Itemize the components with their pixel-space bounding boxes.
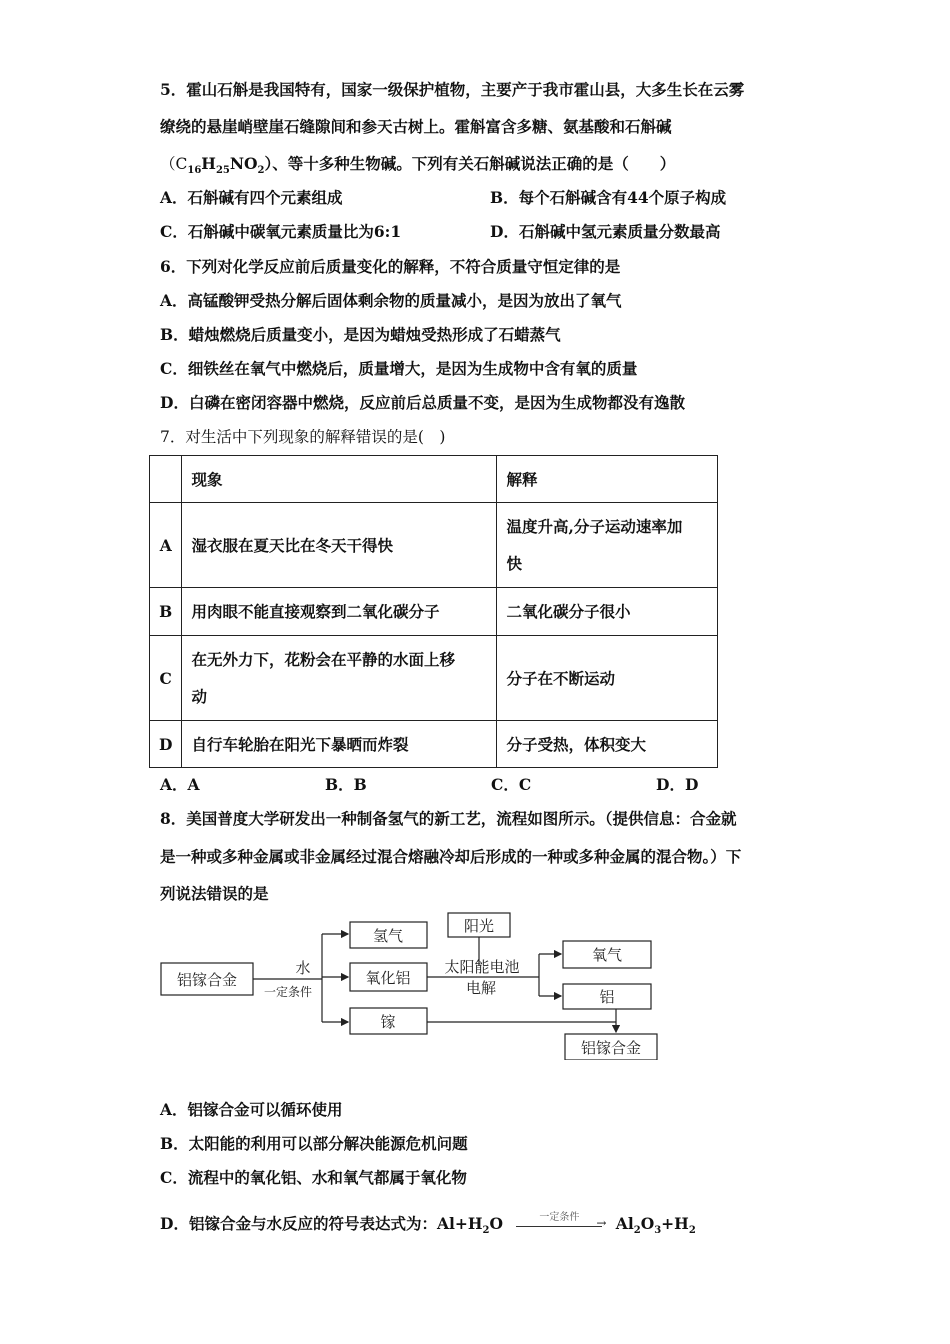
q5-formula-sub-h: 25 xyxy=(215,165,230,177)
flow-label-water: 水 xyxy=(295,959,311,977)
row-phenomenon: 用肉眼不能直接观察到二氧化碳分子 xyxy=(182,588,497,636)
q7-answer-b[interactable]: B．B xyxy=(325,775,367,794)
row-explanation: 二氧化碳分子很小 xyxy=(497,588,718,636)
q8-option-d[interactable] xyxy=(160,1212,696,1236)
q8-d-prefix: D．铝镓合金与水反应的符号表达式为：Al+H xyxy=(160,1214,483,1233)
flow-label-aluminum: 铝 xyxy=(599,988,615,1006)
arrow-head-icon: → xyxy=(596,1215,607,1230)
q5-option-d[interactable]: D．石斛碱中氢元素质量分数最高 xyxy=(490,222,721,241)
table-row xyxy=(150,588,718,636)
q6-stem: 6．下列对化学反应前后质量变化的解释，不符合质量守恒定律的是 xyxy=(160,257,621,276)
q5-option-c[interactable]: C．石斛碱中碳氧元素质量比为6:1 xyxy=(160,222,402,241)
q5-stem-line3-rest: ）、等十多种生物碱。下列有关石斛碱说法正确的是（ ） xyxy=(264,154,676,173)
q5-formula-sub-c: 16 xyxy=(187,165,202,177)
q5-option-a[interactable]: A．石斛碱有四个元素组成 xyxy=(160,188,343,207)
q8-option-a[interactable]: A．铝镓合金可以循环使用 xyxy=(160,1100,343,1119)
q6-option-b[interactable]: B．蜡烛燃烧后质量变小，是因为蜡烛受热形成了石蜡蒸气 xyxy=(160,325,561,344)
flow-label-sunlight: 阳光 xyxy=(463,917,495,935)
table-row xyxy=(150,721,718,768)
reaction-arrow-condition: 一定条件 xyxy=(539,1211,580,1223)
q8-d-sub-h2: 2 xyxy=(482,1225,490,1237)
flow-label-oxygen: 氧气 xyxy=(591,946,623,964)
row-label: C xyxy=(150,636,182,721)
table-header-row xyxy=(150,456,718,503)
row-explanation xyxy=(497,503,718,588)
table-header-empty xyxy=(150,456,182,503)
q5-stem-line1: 5．霍山石斛是我国特有，国家一级保护植物，主要产于我市霍山县，大多生长在云雾 xyxy=(160,80,745,99)
flow-label-alumina: 氧化铝 xyxy=(365,969,411,987)
flow-label-electrolysis: 电解 xyxy=(465,979,497,997)
row-label: B xyxy=(150,588,182,636)
row-phenomenon: 湿衣服在夏天比在冬天干得快 xyxy=(182,503,497,588)
q5-option-b[interactable]: B．每个石斛碱含有44个原子构成 xyxy=(490,188,727,207)
q6-option-d[interactable]: D．白磷在密闭容器中燃烧，反应前后总质量不变，是因为生成物都没有逸散 xyxy=(160,393,685,412)
q8-d-h: +H xyxy=(661,1214,689,1233)
q8-d-sub-o3: 3 xyxy=(654,1225,662,1237)
table-header-explanation: 解释 xyxy=(497,456,718,503)
row-phenomenon xyxy=(182,636,497,721)
row-explanation-line2: 快 xyxy=(506,554,522,573)
flow-label-alloy-start: 铝镓合金 xyxy=(176,971,238,989)
q7-answer-c[interactable]: C．C xyxy=(491,775,532,794)
q8-d-sub-al2: 2 xyxy=(633,1225,641,1237)
q8-d-al: Al xyxy=(615,1214,634,1233)
row-explanation: 分子受热，体积变大 xyxy=(497,721,718,768)
flow-label-alloy-end: 铝镓合金 xyxy=(580,1039,642,1057)
q8-d-o2: O xyxy=(640,1214,655,1233)
q8-d-o: O xyxy=(489,1214,503,1233)
q7-stem: 7．对生活中下列现象的解释错误的是( ) xyxy=(160,428,446,446)
row-explanation: 分子在不断运动 xyxy=(497,636,718,721)
q8-d-sub-h2b: 2 xyxy=(688,1225,696,1237)
q5-stem-line2: 缭绕的悬崖峭壁崖石缝隙间和参天古树上。霍斛富含多糖、氨基酸和石斛碱 xyxy=(160,117,672,136)
row-explanation-line1: 温度升高,分子运动速率加 xyxy=(506,517,683,536)
table-header-phenomenon: 现象 xyxy=(182,456,497,503)
table-row xyxy=(150,503,718,588)
q7-answer-d[interactable]: D．D xyxy=(656,775,699,794)
q6-option-c[interactable]: C．细铁丝在氧气中燃烧后，质量增大，是因为生成物中含有氧的质量 xyxy=(160,359,638,378)
q8-option-c[interactable]: C．流程中的氧化铝、水和氧气都属于氧化物 xyxy=(160,1168,467,1187)
row-phenomenon-line2: 动 xyxy=(191,687,207,706)
flow-label-gallium: 镓 xyxy=(380,1013,396,1031)
flow-label-hydrogen: 氢气 xyxy=(372,927,404,945)
q6-option-a[interactable]: A．高锰酸钾受热分解后固体剩余物的质量减小，是因为放出了氧气 xyxy=(160,291,622,310)
q8-option-b[interactable]: B．太阳能的利用可以部分解决能源危机问题 xyxy=(160,1134,468,1153)
q8-stem-line3: 列说法错误的是 xyxy=(160,884,269,903)
flow-label-solar-cell: 太阳能电池 xyxy=(444,958,520,976)
q8-stem-line1: 8．美国普度大学研发出一种制备氢气的新工艺，流程如图所示。（提供信息：合金就 xyxy=(160,809,737,828)
table-row xyxy=(150,636,718,721)
process-flow-diagram xyxy=(156,910,666,1060)
q7-answer-a[interactable]: A．A xyxy=(160,775,200,794)
q5-stem-line3 xyxy=(160,152,675,176)
row-phenomenon: 自行车轮胎在阳光下暴晒而炸裂 xyxy=(182,721,497,768)
q8-stem-line2: 是一种或多种金属或非金属经过混合熔融冷却后形成的一种或多种金属的混合物。）下 xyxy=(160,847,742,866)
row-phenomenon-line1: 在无外力下，花粉会在平静的水面上移 xyxy=(191,650,455,669)
row-label: A xyxy=(150,503,182,588)
q5-formula-no: NO xyxy=(229,154,258,173)
row-label: D xyxy=(150,721,182,768)
q7-table xyxy=(149,455,718,768)
q5-formula-h: H xyxy=(201,154,216,173)
reaction-arrow xyxy=(516,1211,607,1230)
arrow-line-icon xyxy=(516,1226,602,1227)
q5-formula-open: （C xyxy=(160,155,188,173)
q5-formula-sub-o: 2 xyxy=(257,165,265,177)
flow-label-condition: 一定条件 xyxy=(263,985,313,999)
